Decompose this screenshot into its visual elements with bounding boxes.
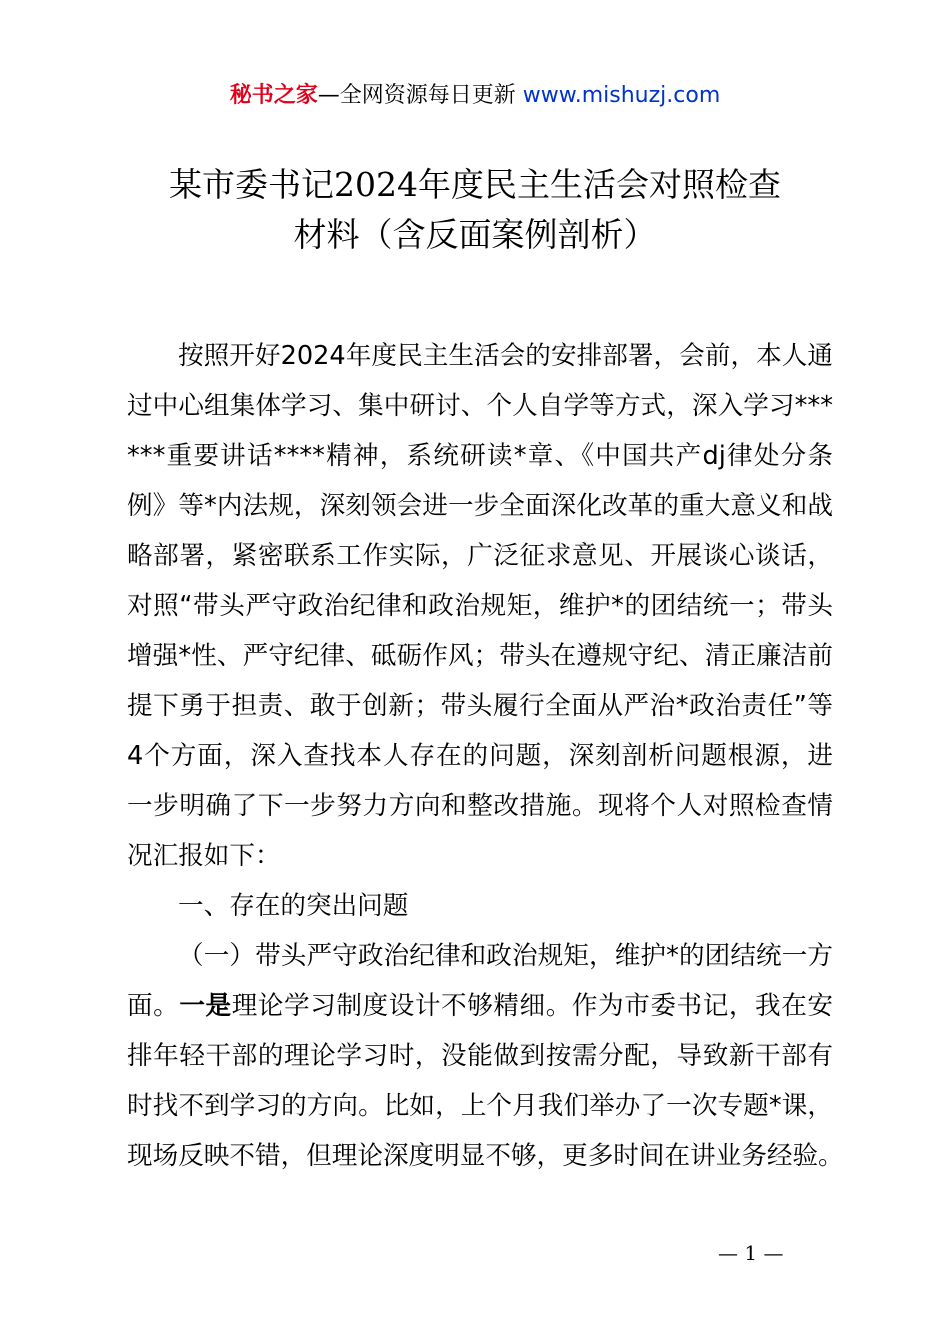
section-heading: 一、存在的突出问题	[178, 891, 409, 921]
text-line: 按照开好2024年度民主生活会的安排部署，会前，本人通	[178, 341, 833, 371]
title-line-1: 某市委书记2024年度民主生活会对照检查	[169, 165, 781, 204]
subsection-heading: （一）带头严守政治纪律和政治规矩，维护*的团结统一方	[178, 941, 833, 971]
text-line: 例》等*内法规，深刻领会进一步全面深化改革的重大意义和战	[127, 491, 833, 521]
site-header	[0, 80, 950, 112]
bold-label: 一是	[179, 991, 232, 1021]
text-line	[127, 981, 833, 1031]
text-line: 一步明确了下一步努力方向和整改措施。现将个人对照检查情	[127, 791, 833, 821]
text-line: 提下勇于担责、敢于创新；带头履行全面从严治*政治责任”等	[127, 691, 833, 721]
text-line: 现场反映不错，但理论深度明显不够，更多时间在讲业务经验。	[127, 1141, 844, 1171]
document-body	[127, 331, 844, 1181]
text-line: 4个方面，深入查找本人存在的问题，深刻剖析问题根源，进	[127, 741, 833, 771]
text-line: ***重要讲话****精神，系统研读*章、《中国共产dj律处分条	[127, 441, 833, 471]
text-line: 对照“带头严守政治纪律和政治规矩，维护*的团结统一；带头	[127, 591, 833, 621]
text-fragment: 面。	[127, 991, 180, 1021]
text-line: 略部署，紧密联系工作实际，广泛征求意见、开展谈心谈话，	[127, 541, 833, 571]
header-slogan: —全网资源每日更新	[317, 83, 523, 108]
text-line: 排年轻干部的理论学习时，没能做到按需分配，导致新干部有	[127, 1041, 833, 1071]
site-url[interactable]: www.mishuzj.com	[522, 83, 721, 108]
text-line: 过中心组集体学习、集中研讨、个人自学等方式，深入学习***	[127, 391, 833, 421]
page-number: — 1 —	[718, 1241, 784, 1265]
text-line: 况汇报如下：	[127, 841, 281, 871]
text-line: 时找不到学习的方向。比如，上个月我们举办了一次专题*课，	[127, 1091, 833, 1121]
text-fragment: 理论学习制度设计不够精细。作为市委书记，我在安	[231, 991, 833, 1021]
text-line: 增强*性、严守纪律、砥砺作风；带头在遵规守纪、清正廉洁前	[127, 641, 833, 671]
brand-name: 秘书之家	[229, 83, 318, 108]
title-line-2: 材料（含反面案例剖析）	[293, 215, 657, 254]
document-title	[100, 160, 850, 260]
